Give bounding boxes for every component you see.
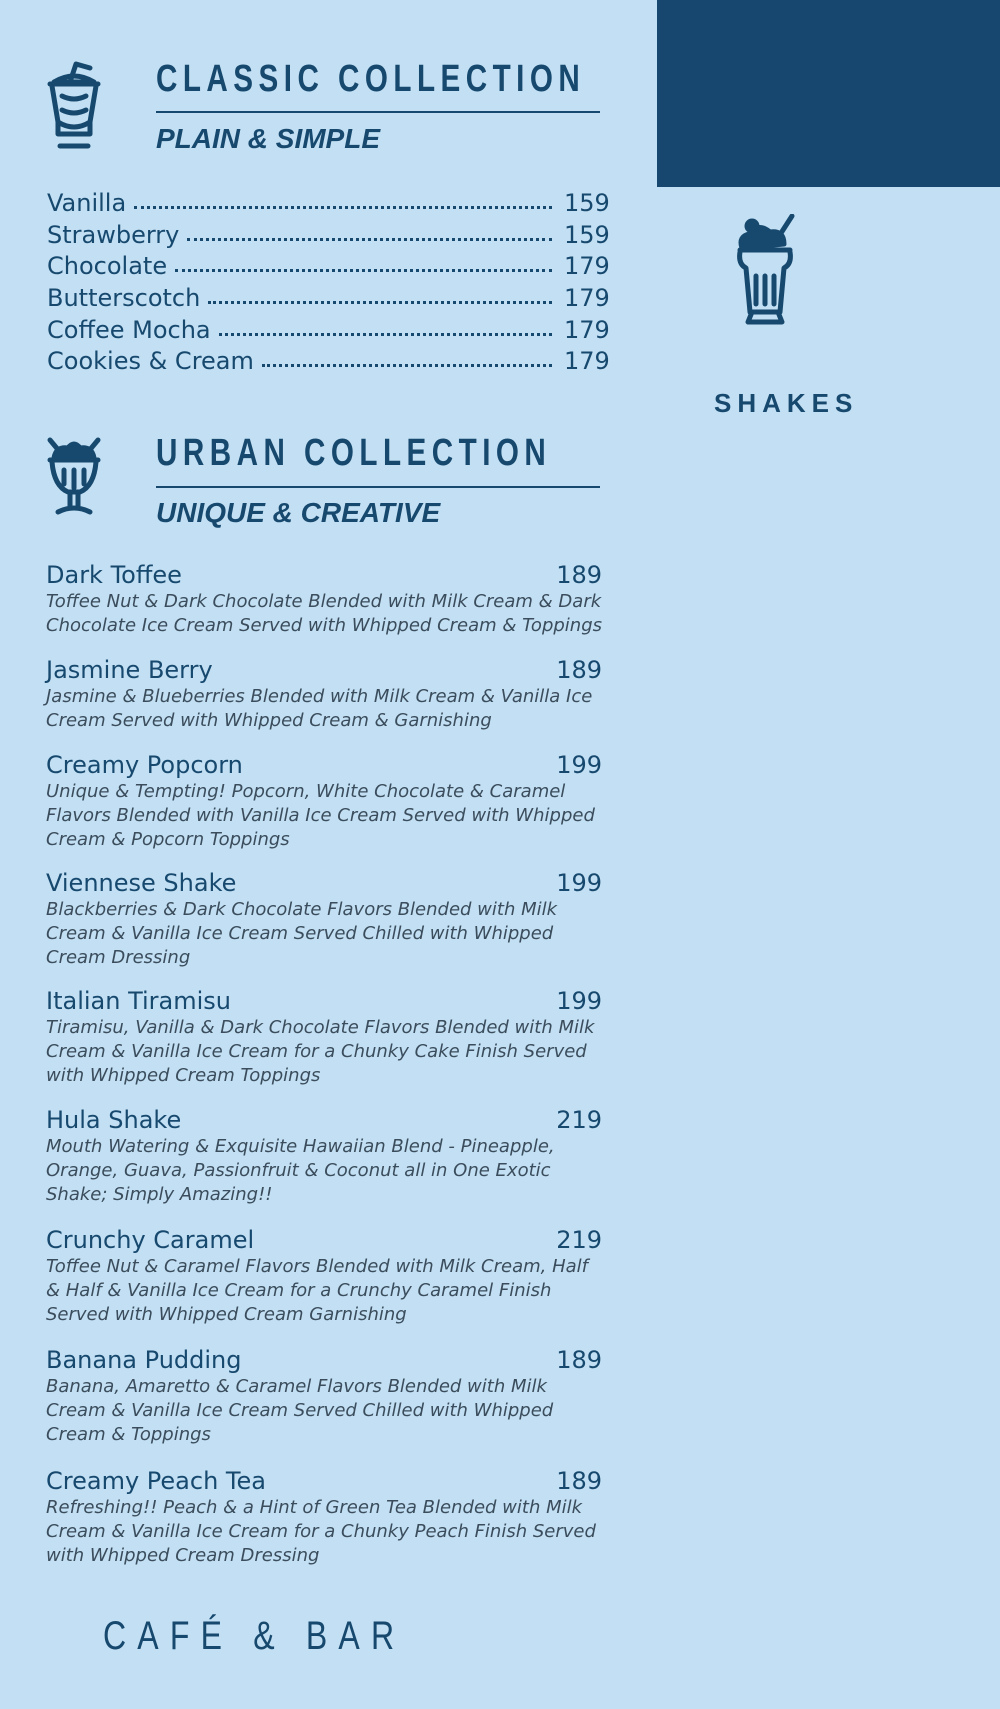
menu-item-price: 189: [556, 1346, 602, 1374]
category-label: SHAKES: [714, 388, 859, 418]
menu-item: [46, 560, 602, 638]
menu-item: [47, 189, 610, 221]
menu-item-name: Creamy Peach Tea: [46, 1467, 266, 1495]
menu-item-price: 179: [564, 347, 610, 376]
menu-item: [46, 986, 602, 1088]
menu-item-name: Hula Shake: [46, 1106, 182, 1134]
menu-item-price: 159: [564, 189, 610, 217]
dot-leader: [262, 364, 552, 367]
brand-name: CAFÉ & BAR: [103, 1614, 406, 1658]
dot-leader: [134, 206, 552, 209]
menu-item-name: Strawberry: [47, 220, 180, 249]
menu-item-name: Vanilla: [47, 189, 127, 217]
menu-item-description: Mouth Watering & Exquisite Hawaiian Blend - Pineapple, Orange, Guava, Passionfruit & Coconut all in One Exotic Shake; Simply Amazing!!: [46, 1136, 555, 1205]
dot-leader: [219, 333, 552, 336]
menu-item-description: Toffee Nut & Caramel Flavors Blended with Milk Cream, Half & Half & Vanilla Ice Cream for a Crunchy Caramel Finish Served with Whipped Cream Garnishing: [46, 1256, 588, 1325]
menu-item: [47, 347, 610, 379]
menu-item-price: 199: [556, 869, 602, 897]
menu-item-description: Tiramisu, Vanilla & Dark Chocolate Flavors Blended with Milk Cream & Vanilla Ice Cream for a Chunky Cake Finish Served with Whipped Cream Toppings: [46, 1017, 595, 1086]
menu-item: [46, 1345, 602, 1447]
menu-item-price: 179: [564, 284, 610, 313]
menu-item-name: Chocolate: [47, 252, 168, 281]
menu-item-name: Banana Pudding: [46, 1346, 242, 1374]
menu-item: [46, 655, 602, 733]
menu-item-name: Italian Tiramisu: [46, 987, 232, 1015]
menu-item-name: Creamy Popcorn: [46, 751, 243, 779]
menu-item-price: 199: [556, 987, 602, 1015]
menu-item: [47, 252, 610, 284]
menu-item-description: Unique & Tempting! Popcorn, White Chocolate & Caramel Flavors Blended with Vanilla Ice Cream Served with Whipped Cream & Popcorn Toppings: [46, 781, 595, 850]
menu-item-name: Crunchy Caramel: [46, 1226, 255, 1254]
milkshake-glass-icon: [734, 214, 798, 334]
menu-item: [47, 220, 610, 253]
menu-item-price: 159: [564, 220, 610, 249]
menu-item-name: Viennese Shake: [46, 869, 237, 897]
classic-section-title: CLASSIC COLLECTION: [156, 58, 586, 100]
milkshake-cup-icon: [46, 60, 102, 152]
corner-accent-block: [657, 0, 1000, 187]
menu-item-description: Banana, Amaretto & Caramel Flavors Blended with Milk Cream & Vanilla Ice Cream Served Chilled with Whipped Cream & Toppings: [46, 1376, 554, 1445]
menu-item-price: 179: [564, 315, 610, 344]
menu-item-description: Refreshing!! Peach & a Hint of Green Tea Blended with Milk Cream & Vanilla Ice Cream for a Chunky Peach Finish Served with Whipped Cream Dressing: [46, 1497, 596, 1566]
menu-item-price: 179: [564, 252, 610, 281]
menu-item-description: Blackberries & Dark Chocolate Flavors Blended with Milk Cream & Vanilla Ice Cream Served Chilled with Whipped Cream Dressing: [46, 899, 558, 968]
menu-item-price: 219: [556, 1106, 602, 1134]
menu-item: [46, 1105, 602, 1207]
classic-section-subtitle: PLAIN & SIMPLE: [156, 123, 381, 154]
menu-item-name: Butterscotch: [47, 284, 201, 313]
sundae-cup-icon: [46, 434, 102, 524]
classic-menu-list: [47, 189, 610, 379]
menu-item: [47, 315, 610, 348]
menu-item-price: 189: [556, 1467, 602, 1495]
urban-section-title: URBAN COLLECTION: [156, 432, 552, 474]
menu-item: [46, 1225, 602, 1327]
menu-item-description: Toffee Nut & Dark Chocolate Blended with Milk Cream & Dark Chocolate Ice Cream Served with Whipped Cream & Toppings: [46, 591, 603, 636]
menu-item-name: Coffee Mocha: [47, 315, 211, 344]
menu-item-price: 189: [556, 561, 602, 589]
menu-item: [46, 750, 602, 852]
urban-section-subtitle: UNIQUE & CREATIVE: [156, 497, 441, 528]
menu-item-name: Jasmine Berry: [46, 656, 213, 684]
menu-item-price: 199: [556, 751, 602, 779]
menu-item: [46, 868, 602, 970]
menu-item-description: Jasmine & Blueberries Blended with Milk Cream & Vanilla Ice Cream Served with Whipped Cream & Garnishing: [46, 686, 593, 731]
dot-leader: [175, 269, 552, 272]
classic-title-divider: [156, 111, 600, 113]
menu-item-price: 219: [556, 1226, 602, 1254]
menu-item: [47, 284, 610, 316]
dot-leader: [187, 238, 552, 241]
urban-title-divider: [156, 486, 600, 488]
menu-item-name: Dark Toffee: [46, 561, 182, 589]
menu-item: [46, 1466, 602, 1568]
menu-item-name: Cookies & Cream: [47, 347, 254, 376]
dot-leader: [208, 301, 552, 304]
menu-item-price: 189: [556, 656, 602, 684]
